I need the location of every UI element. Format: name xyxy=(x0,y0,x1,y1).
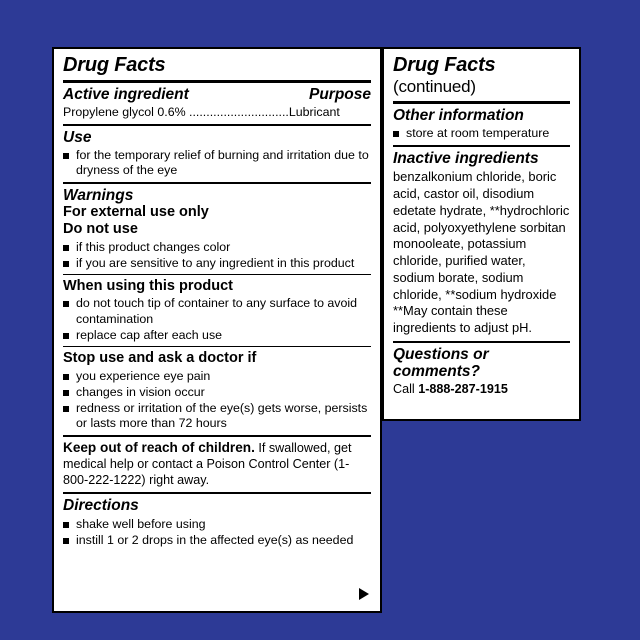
external-use-only: For external use only xyxy=(63,204,209,221)
inactive-ingredients-text: benzalkonium chloride, boric acid, castor oil, disodium edetate hydrate, **hydrochloric acid, polyoxyethylene sorbitan monooleate, potassium chloride, purified water, sodium borate, sodium chloride, **sodium hydroxide **May contain these ingredients to adjust pH. xyxy=(393,169,570,336)
divider xyxy=(63,346,371,347)
section-when-using xyxy=(63,278,371,343)
warnings-heading: Warnings xyxy=(63,187,134,205)
divider xyxy=(63,124,371,126)
active-ingredient-line: Propylene glycol 0.6% .............................Lubricant xyxy=(63,105,340,119)
purpose-heading: Purpose xyxy=(308,86,371,103)
list-item: store at room temperature xyxy=(393,126,570,141)
list-item: instill 1 or 2 drops in the affected eye(s) as needed xyxy=(63,533,371,548)
divider xyxy=(63,182,371,184)
list-item: redness or irritation of the eye(s) gets worse, persists or lasts more than 72 hours xyxy=(63,401,371,431)
inactive-ingredients-heading: Inactive ingredients xyxy=(393,150,539,168)
active-ingredient-heading: Active ingredient xyxy=(63,86,189,103)
do-not-use-list xyxy=(63,240,371,271)
drug-facts-continued-panel xyxy=(382,47,581,421)
list-item: if this product changes color xyxy=(63,240,371,255)
questions-heading: Questions or comments? xyxy=(393,345,489,380)
section-active-ingredient xyxy=(63,86,371,120)
section-other-information xyxy=(393,107,570,141)
use-heading: Use xyxy=(63,128,92,146)
keep-out-rest: If swallowed, get medical help or contact a Poison Control Center (1-800-222-1222) right away. xyxy=(63,441,352,487)
list-item: you experience eye pain xyxy=(63,369,371,384)
directions-heading: Directions xyxy=(63,497,139,515)
divider xyxy=(63,492,371,494)
use-list xyxy=(63,148,371,178)
section-questions xyxy=(393,346,570,396)
list-item: if you are sensitive to any ingredient in this product xyxy=(63,256,371,271)
divider xyxy=(393,341,570,343)
stop-use-heading: Stop use and ask a doctor if xyxy=(63,349,257,366)
continued-title xyxy=(393,55,570,97)
list-item: shake well before using xyxy=(63,517,371,532)
continue-arrow-icon xyxy=(359,588,369,600)
section-stop-use xyxy=(63,350,371,431)
list-item: changes in vision occur xyxy=(63,385,371,400)
other-information-heading: Other information xyxy=(393,107,524,124)
page-title: Drug Facts xyxy=(63,54,166,76)
section-inactive-ingredients xyxy=(393,150,570,337)
divider xyxy=(63,435,371,437)
section-use xyxy=(63,129,371,178)
questions-call-line xyxy=(393,382,570,396)
drug-facts-main-panel xyxy=(52,47,382,613)
when-using-list xyxy=(63,296,371,342)
list-item: do not touch tip of container to any surface to avoid contamination xyxy=(63,296,371,326)
do-not-use-heading: Do not use xyxy=(63,220,138,237)
continued-title-main: Drug Facts xyxy=(393,54,496,76)
list-item: replace cap after each use xyxy=(63,328,371,343)
section-warnings xyxy=(63,187,371,271)
stop-use-list xyxy=(63,369,371,432)
keep-out-lead: Keep out of reach of children. xyxy=(63,440,255,456)
call-label: Call xyxy=(393,381,419,396)
divider xyxy=(393,145,570,147)
phone-number: 1-888-287-1915 xyxy=(418,381,508,396)
directions-list xyxy=(63,517,371,548)
divider xyxy=(63,274,371,275)
section-directions xyxy=(63,497,371,547)
divider xyxy=(63,80,371,83)
divider xyxy=(393,101,570,104)
when-using-heading: When using this product xyxy=(63,277,233,294)
continued-title-suffix: (continued) xyxy=(393,77,476,96)
other-information-list xyxy=(393,126,570,141)
section-keep-out-of-reach xyxy=(63,440,371,488)
list-item: for the temporary relief of burning and irritation due to dryness of the eye xyxy=(63,148,371,178)
